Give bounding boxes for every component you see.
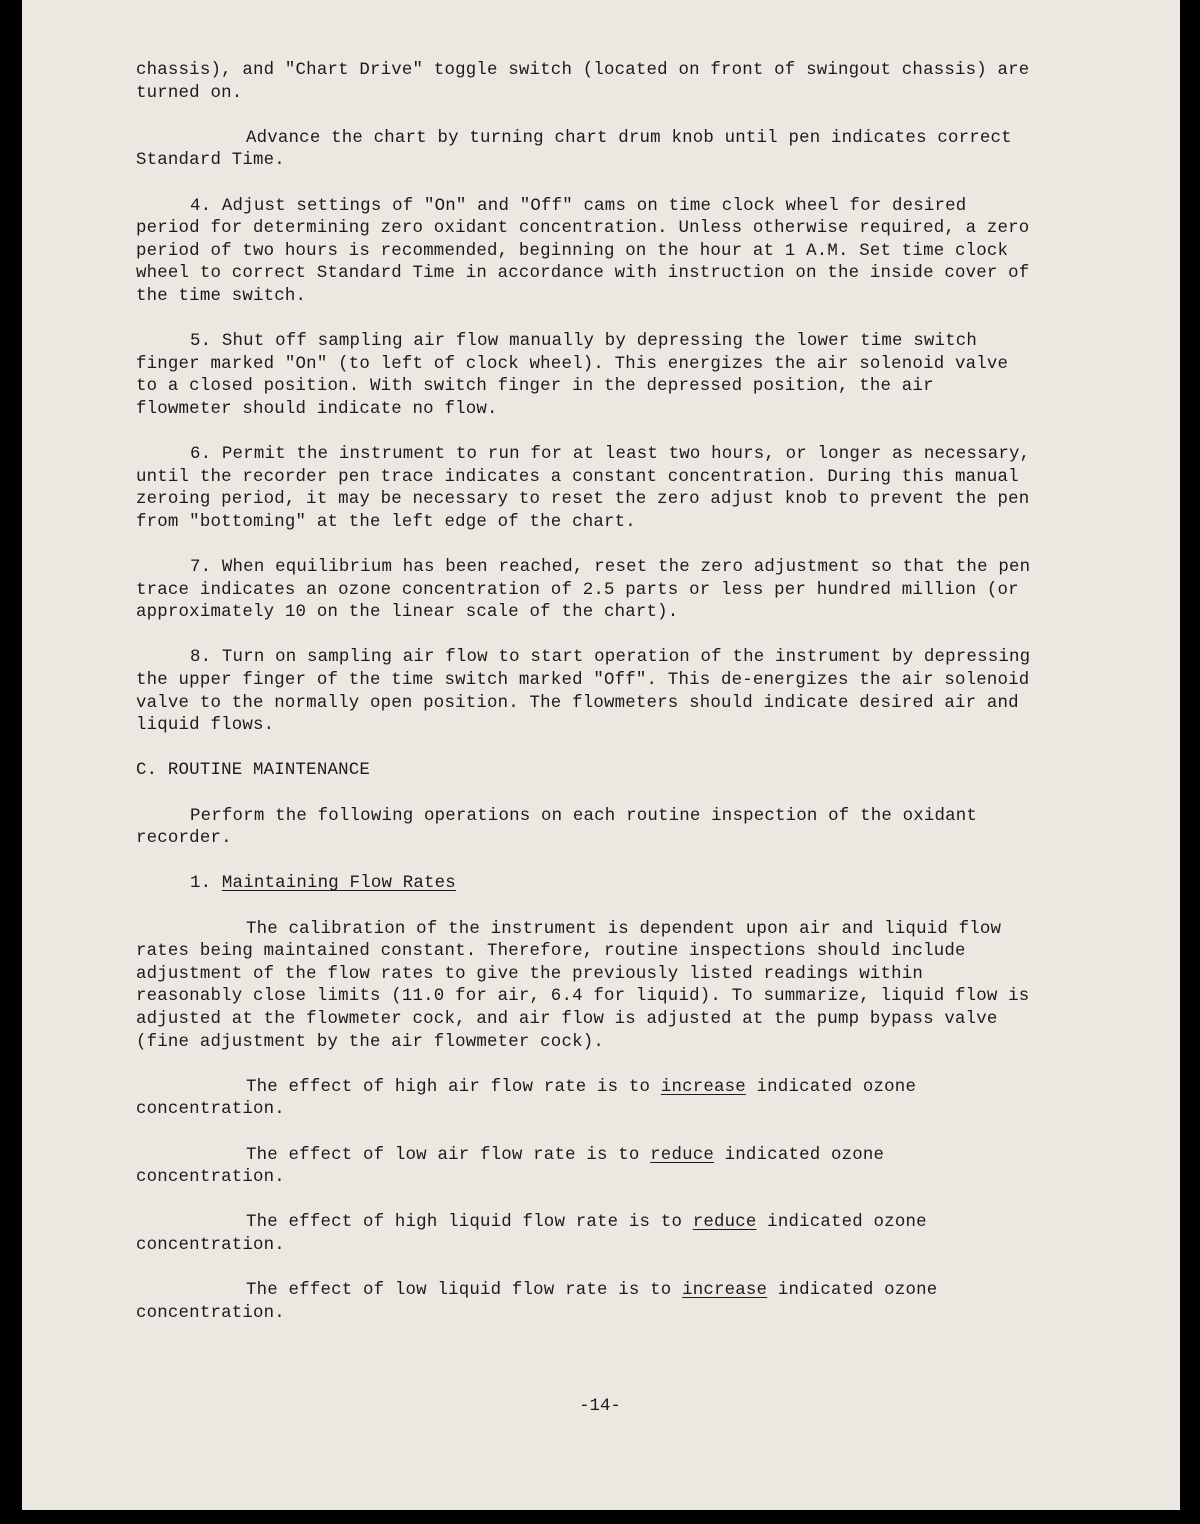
binding-hole <box>0 1320 14 1366</box>
effect-keyword: reduce <box>650 1145 714 1165</box>
paragraph-effect <box>136 1077 1036 1122</box>
paragraph-step-5: 5. Shut off sampling air flow manually by depressing the lower time switch finger marked "On" (to left of clock wheel). This energizes the air solenoid valve to a closed position. With switch finger in the depressed position, the air flowmeter should indicate no flow. <box>136 332 1019 419</box>
paragraph-effect <box>136 1145 1036 1190</box>
binding-hole <box>0 1110 14 1156</box>
binding-hole <box>0 900 14 946</box>
document-body <box>136 60 1041 1348</box>
binding-hole <box>0 760 14 806</box>
binding-hole <box>0 1180 14 1226</box>
binding-hole <box>0 550 14 596</box>
effect-text: indicated ozone concentration. <box>136 1281 949 1323</box>
paragraph-step-7: 7. When equilibrium has been reached, reset the zero adjustment so that the pen trace indicates an ozone concentration of 2.5 parts or less per hundred million (or approximately 10 on the linear scale of the chart). <box>136 558 1041 623</box>
binding-hole <box>0 1460 14 1506</box>
effect-keyword: reduce <box>692 1213 757 1233</box>
binding-hole <box>0 130 14 176</box>
effect-keyword: increase <box>682 1281 768 1301</box>
binding-hole <box>0 690 14 736</box>
paragraph-chassis: chassis), and "Chart Drive" toggle switch (located on front of swingout chassis) are turned on. <box>136 61 1041 103</box>
binding-hole <box>0 620 14 666</box>
paragraph-step-6: 6. Permit the instrument to run for at least two hours, or longer as necessary, until the recorder pen trace indicates a constant concentration. During this manual zeroing period, it may be necessary to reset the zero adjust knob to prevent the pen from "bottoming" at the left edge of the chart. <box>136 445 1041 532</box>
effect-text: The effect of low air flow rate is to <box>246 1145 651 1165</box>
section-heading: C. ROUTINE MAINTENANCE <box>136 761 370 781</box>
paragraph-perform: Perform the following operations on each routine inspection of the oxidant recorder. <box>136 806 988 849</box>
binding-hole <box>0 970 14 1016</box>
binding-hole <box>0 830 14 876</box>
effect-text: indicated ozone concentration. <box>136 1077 927 1120</box>
paragraph-step-4: 4. Adjust settings of "On" and "Off" cams on time clock wheel for desired period for determining zero oxidant concentration. Unless otherwise required, a zero period of two hours is recommended, beginning on the hour at 1 A.M. Set time clock wheel to correct Standard Time in accordance with instruction on the inside cover of the time switch. <box>136 196 1041 306</box>
effect-text: indicated ozone concentration. <box>136 1213 938 1255</box>
binding-hole <box>0 270 14 316</box>
subheading-flow-rates <box>136 873 1036 896</box>
binding-hole <box>0 1250 14 1296</box>
effect-text: The effect of high liquid flow rate is to <box>246 1213 693 1233</box>
binding-hole <box>0 1040 14 1086</box>
binding-hole <box>0 340 14 386</box>
page-number: -14- <box>579 1397 621 1416</box>
paragraph-calibration: The calibration of the instrument is dependent upon air and liquid flow rates being maintained constant. Therefore, routine inspections should include adjustment of the flow rates to give the previously listed readings within reasonably close limits (11.0 for air, 6.4 for liquid). To summarize, liquid flow is adjusted at the flowmeter cock, and air flow is adjusted at the pump bypass valve (fine adjustment by the air flowmeter cock). <box>136 919 1041 1052</box>
subheading-title: Maintaining Flow Rates <box>221 874 456 894</box>
effect-keyword: increase <box>660 1077 746 1097</box>
effect-text: The effect of low liquid flow rate is to <box>246 1281 683 1301</box>
paragraph-effect <box>136 1280 1036 1325</box>
effect-text: The effect of high air flow rate is to <box>246 1077 661 1097</box>
subheading-number: 1. <box>190 874 212 894</box>
paragraph-advance-chart: Advance the chart by turning chart drum knob until pen indicates correct Standard Time. <box>136 128 1023 171</box>
binding-hole <box>0 410 14 456</box>
binding-hole <box>0 60 14 106</box>
paragraph-effect <box>136 1212 1036 1257</box>
effects-list <box>136 1077 1036 1326</box>
binding-hole <box>0 200 14 246</box>
effect-text: indicated ozone concentration. <box>136 1145 895 1188</box>
paragraph-step-8: 8. Turn on sampling air flow to start operation of the instrument by depressing the upper finger of the time switch marked "Off". This de-energizes the air solenoid valve to the normally open position. The flowmeters should indicate desired air and liquid flows. <box>136 648 1041 736</box>
binding-hole <box>0 480 14 526</box>
